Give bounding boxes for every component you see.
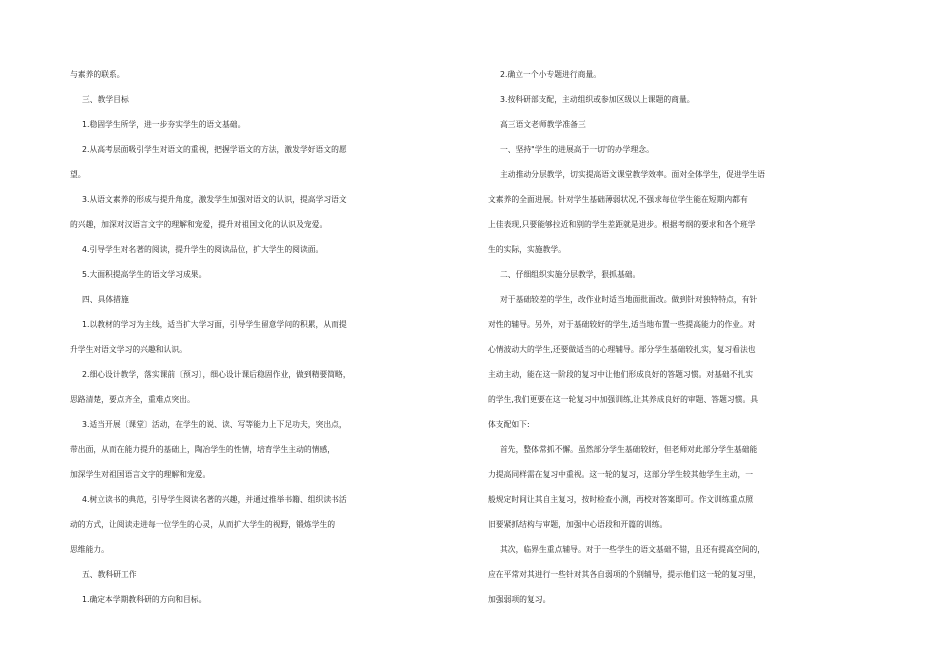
text-line: 旧要紧抓结构与审题，加强中心语段和开篇的训练。 [488,520,668,529]
text-line: 上佳表现,只要能够拉近和别的学生差距就是进步。根据考纲的要求和各个班学 [488,220,756,229]
paragraph [70,237,470,262]
text-line: 与素养的联系。 [70,70,125,79]
text-line: 2.确立一个小专题进行商量。 [500,70,602,79]
paragraph [70,562,470,587]
text-line: 1.稳固学生所学，进一步夯实学生的语文基础。 [82,120,246,129]
text-line: 思路清楚，要点齐全，重难点突出。 [70,395,195,404]
paragraph [488,537,888,612]
paragraph [70,312,470,362]
paragraph [70,262,470,287]
text-line: 4.引导学生对名著的阅读，提升学生的阅读品位，扩大学生的阅读面。 [82,245,324,254]
text-line: 体支配如下: [488,420,530,429]
text-line: 2.细心设计教学，落实课前〔预习〕，细心设计课后稳固作业，做到精要简略， [82,370,351,379]
text-line: 5.大面积提高学生的语文学习成果。 [82,270,207,279]
paragraph [488,137,888,162]
text-line: 首先，整体常抓不懈。虽然部分学生基础较好，但老师对此部分学生基础能 [500,445,758,454]
text-line: 高三语文老师教学准备三 [500,120,586,129]
paragraph [488,112,888,137]
text-line: 1.以教材的学习为主线，适当扩大学习面，引导学生留意学问的积累，从而提 [82,320,347,329]
text-line: 加深学生对祖国语言文字的理解和宠爱。 [70,470,211,479]
text-line: 加强弱项的复习。 [488,595,551,604]
text-line: 般规定时间让其自主复习，按时检查小测，再校对答案即可。作文训练重点照 [488,495,754,504]
paragraph [488,87,888,112]
paragraph [488,437,888,537]
text-line: 1.确定本学期教科研的方向和目标。 [82,595,207,604]
paragraph [70,187,470,237]
paragraph [70,137,470,187]
text-line: 三、教学目标 [82,95,129,104]
paragraph [70,412,470,487]
text-line: 动的方式，让阅读走进每一位学生的心灵，从而扩大学生的视野，锻炼学生的 [70,520,336,529]
text-line: 对性的辅导。另外，对于基础较好的学生,适当地布置一些提高能力的作业。对 [488,320,756,329]
text-line: 二、仔细组织实施分层教学，狠抓基础。 [500,270,641,279]
paragraph [70,362,470,412]
left-column [70,62,470,612]
text-line: 2.从高考层面吸引学生对语文的重视，把握学语文的方法，激发学好语文的愿 [82,145,347,154]
text-line: 望。 [70,170,86,179]
text-line: 文素养的全面进展。针对学生基础薄弱状况,不强求每位学生能在短期内都有 [488,195,748,204]
paragraph [70,487,470,562]
paragraph [70,112,470,137]
text-line: 主动推动分层教学，切实提高语文课堂教学效率。面对全体学生，促进学生语 [500,170,766,179]
text-line: 升学生对语文学习的兴趣和认识。 [70,345,187,354]
paragraph [488,62,888,87]
text-line: 思维能力。 [70,545,109,554]
paragraph [488,262,888,287]
text-line: 应在平常对其进行一些针对其各自弱项的个别辅导，提示他们这一轮的复习里， [488,570,761,579]
text-line: 3.适当开展〔课堂〕活动，在学生的说、读、写等能力上下足功夫，突出点， [82,420,347,429]
text-line: 五、教科研工作 [82,570,137,579]
text-line: 主动主动，能在这一阶段的复习中让他们形成良好的答题习惯。对基础不扎实 [488,370,754,379]
paragraph [70,62,470,87]
paragraph [70,87,470,112]
text-line: 对于基础较差的学生，改作业时适当地面批面改。做到针对独特特点，有针 [500,295,758,304]
text-line: 的兴趣，加深对汉语言文字的理解和宠爱，提升对祖国文化的认识及宠爱。 [70,220,328,229]
text-line: 带出面，从而在能力提升的基础上，陶冶学生的性情，培育学生主动的情感， [70,445,336,454]
text-line: 其次，临界生重点辅导。对于一些学生的语文基础不错，且还有提高空间的， [500,545,766,554]
text-line: 的学生,我们更要在这一轮复习中加强训练,让其养成良好的审题、答题习惯。具 [488,395,759,404]
paragraph [488,287,888,437]
text-line: 四、具体措施 [82,295,129,304]
text-line: 3.按科研部支配，主动组织或参加区级以上课题的商量。 [500,95,695,104]
text-line: 4.树立读书的典范，引导学生阅读名著的兴趣，并通过推举书籍、组织读书活 [82,495,347,504]
text-line: 一、坚持"学生的进展高于一切'的办学理念。 [500,145,654,154]
text-line: 3.从语文素养的形成与提升角度，激发学生加强对语文的认识，提高学习语文 [82,195,347,204]
text-line: 力提高同样需在复习中重视。这一轮的复习，这部分学生较其他学生主动，一 [488,470,754,479]
paragraph [70,287,470,312]
paragraph [488,162,888,262]
right-column [488,62,888,612]
text-line: 心情波动大的学生,还要做适当的心理辅导。部分学生基础较扎实，复习看法也 [488,345,756,354]
paragraph [70,587,470,612]
text-line: 生的实际，实施教学。 [488,245,566,254]
